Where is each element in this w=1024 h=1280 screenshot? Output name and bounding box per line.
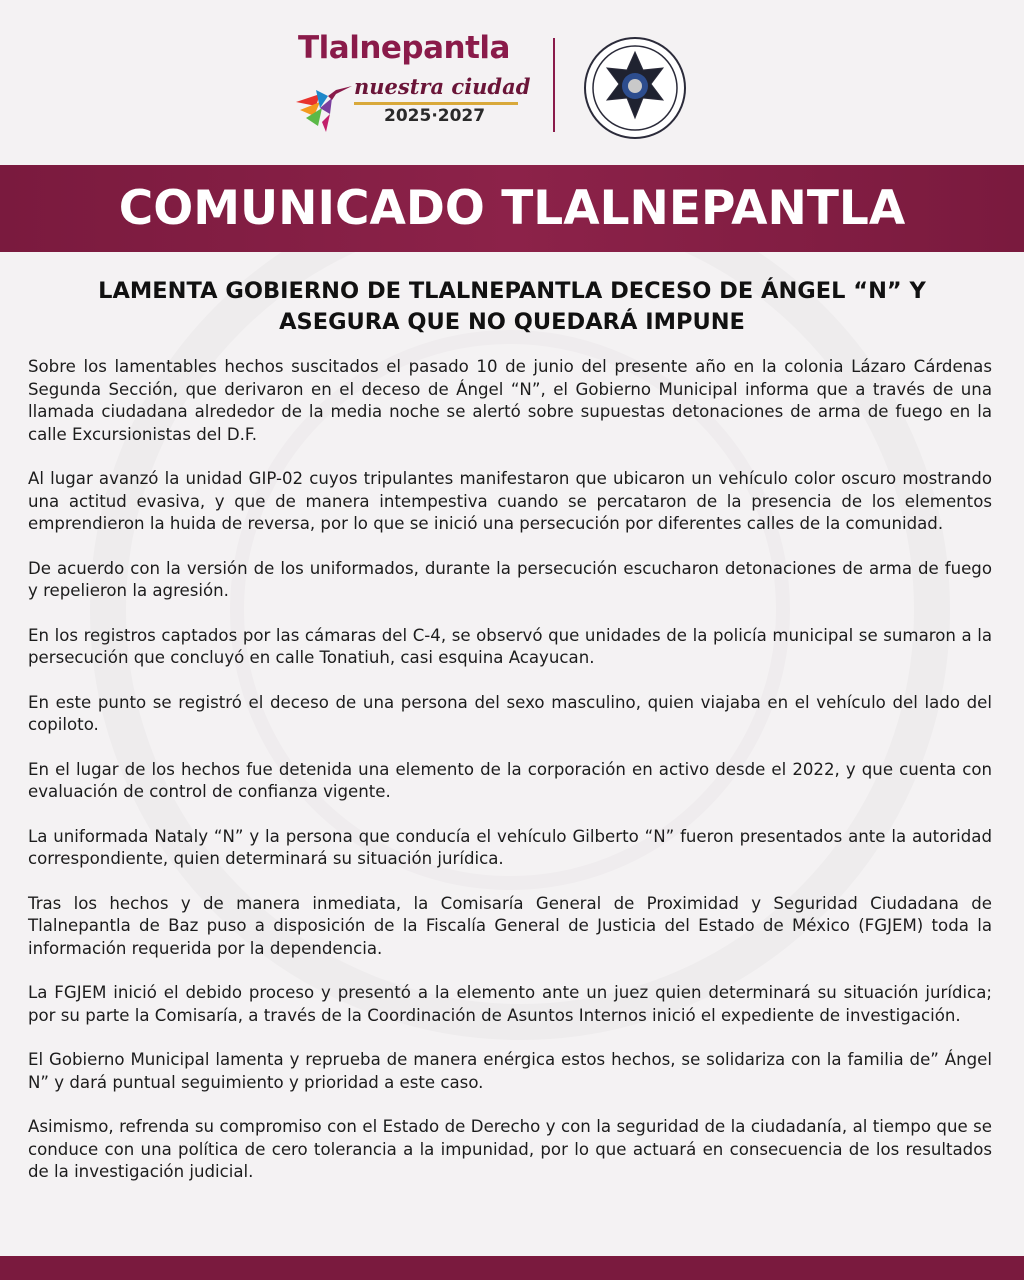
footer-bar xyxy=(0,1256,1024,1280)
paragraph: Tras los hechos y de manera inmediata, la Comisaría General de Proximidad y Seguridad Ciudadana de Tlalnepantla de Baz puso a disposición de la Fiscalía General de Justicia del Estado de México (FGJEM) toda la información requerida por la dependencia. xyxy=(28,893,992,958)
paragraph: De acuerdo con la versión de los uniformados, durante la persecución escucharon detonaciones de arma de fuego y repelieron la agresión. xyxy=(28,558,992,600)
paragraph: La FGJEM inició el debido proceso y presentó a la elemento ante un juez quien determinará su situación jurídica; por su parte la Comisaría, a través de la Coordinación de Asuntos Internos inició el expediente de investigación. xyxy=(28,983,992,1025)
paragraph: Asimismo, refrenda su compromiso con el Estado de Derecho y con la seguridad de la ciudadanía, al tiempo que se conduce con una política de cero tolerancia a la impunidad, por lo que actuará en consecuencia de los resultados de la investigación judicial. xyxy=(28,1117,992,1181)
headline-line-2: ASEGURA QUE NO QUEDARÁ IMPUNE xyxy=(279,309,745,335)
press-release-body xyxy=(28,356,992,1206)
paragraph: En el lugar de los hechos fue detenida una elemento de la corporación en activo desde el 2022, y que cuenta con evaluación de control de confianza vigente. xyxy=(28,759,992,801)
paragraph: Sobre los lamentables hechos suscitados el pasado 10 de junio del presente año en la colonia Lázaro Cárdenas Segunda Sección, que derivaron en el deceso de Ángel “N”, el Gobierno Municipal informa que a través de una llamada ciudadana alrededor de la media noche se alertó sobre supuestas detonaciones de arma de fuego en la calle Excursionistas del D.F. xyxy=(28,357,992,444)
header xyxy=(0,0,1024,165)
brand-years: 2025·2027 xyxy=(384,106,486,126)
header-divider xyxy=(553,38,555,132)
paragraph: La uniformada Nataly “N” y la persona que conducía el vehículo Gilberto “N” fueron presentados ante la autoridad correspondiente, quien determinará su situación jurídica. xyxy=(28,826,992,868)
paragraph: En este punto se registró el deceso de una persona del sexo masculino, quien viajaba en el vehículo del lado del copiloto. xyxy=(28,692,992,734)
slogan-underline xyxy=(354,102,518,105)
headline xyxy=(40,276,984,338)
headline-line-1: LAMENTA GOBIERNO DE TLALNEPANTLA DECESO DE ÁNGEL “N” Y xyxy=(98,278,926,304)
title-banner xyxy=(0,165,1024,252)
brand-slogan: nuestra ciudad xyxy=(354,74,531,99)
paragraph: En los registros captados por las cámaras del C-4, se observó que unidades de la policía municipal se sumaron a la persecución que concluyó en calle Tonatiuh, casi esquina Acayucan. xyxy=(28,625,992,667)
police-seal-icon xyxy=(583,36,687,140)
brand-name: Tlalnepantla xyxy=(298,30,510,66)
municipal-logo xyxy=(284,28,534,138)
hummingbird-icon xyxy=(286,72,356,134)
banner-title: COMUNICADO TLALNEPANTLA xyxy=(118,181,906,236)
paragraph: El Gobierno Municipal lamenta y reprueba de manera enérgica estos hechos, se solidariza con la familia de” Ángel N” y dará puntual seguimiento y prioridad a este caso. xyxy=(28,1050,992,1092)
paragraph: Al lugar avanzó la unidad GIP-02 cuyos tripulantes manifestaron que ubicaron un vehículo color oscuro mostrando una actitud evasiva, y que de manera intempestiva cuando se percataron de la presencia de los elementos emprendieron la huida de reversa, por lo que se inició una persecución por diferentes calles de la comunidad. xyxy=(28,469,992,533)
